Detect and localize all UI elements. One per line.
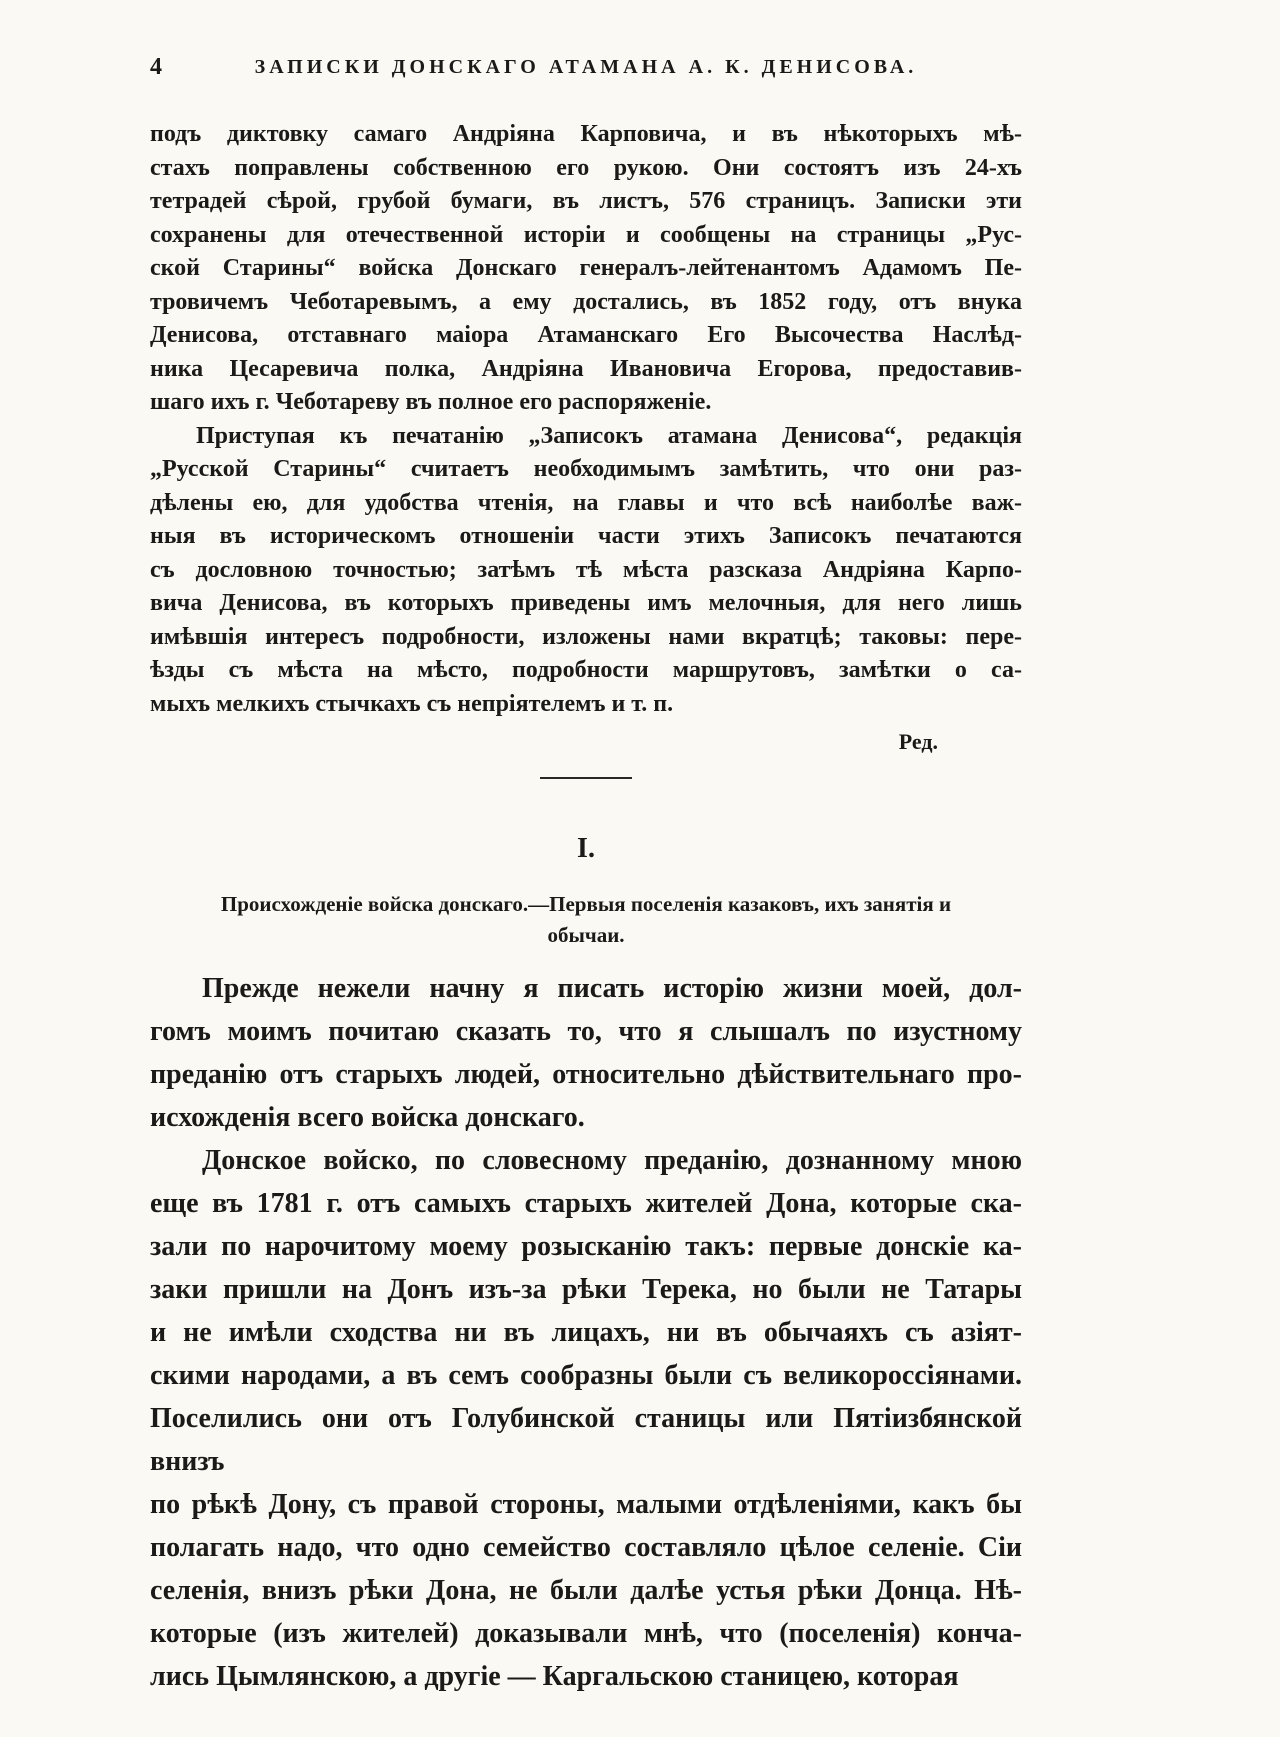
text-line: ѣзды съ мѣста на мѣсто, подробности маршрутовъ, замѣтки о са- [150, 657, 1022, 683]
text-line: зали по нарочитому моему розысканію такъ: первые донскіе ка- [150, 1231, 1022, 1262]
text-line: стахъ поправлены собственною его рукою. Они состоятъ изъ 24-хъ [150, 154, 1022, 181]
subtitle-line: Происхожденіе войска донскаго.—Первыя поселенія казаковъ, ихъ занятія и [220, 892, 952, 916]
text-line: преданію отъ старыхъ людей, относительно дѣйствительнаго про- [150, 1059, 1022, 1090]
text-line: заки пришли на Донъ изъ-за рѣки Терека, но были не Татары [150, 1274, 1022, 1305]
text-line: ныя въ историческомъ отношеніи части этихъ Записокъ печатаются [150, 523, 1022, 549]
paragraph [150, 420, 1022, 722]
text-line: полагать надо, что одно семейство составляло цѣлое селеніе. Сіи [150, 1532, 1022, 1563]
text-line: селенія, внизъ рѣки Дона, не были далѣе устья рѣки Донца. Нѣ- [150, 1575, 1022, 1606]
text-line: Поселились они отъ Голубинской станицы или Пятіизбянской внизъ [150, 1403, 1022, 1477]
paragraph [150, 1139, 1022, 1698]
text-line: ской Старины“ войска Донскаго генералъ-лейтенантомъ Адамомъ Пе- [150, 255, 1022, 281]
chapter-number: I. [577, 833, 595, 864]
running-title: ЗАПИСКИ ДОНСКАГО АТАМАНА А. К. ДЕНИСОВА. [254, 56, 918, 78]
editor-signature: Ред. [898, 729, 938, 754]
text-line: лись Цымлянскою, а другіе — Каргальскою станицею, которая [150, 1661, 959, 1692]
page-header [150, 0, 1022, 90]
text-line: имѣвшія интересъ подробности, изложены нами вкратцѣ; таковы: пере- [150, 623, 1022, 650]
text-line: тровичемъ Чеботаревымъ, а ему достались, въ 1852 году, отъ внука [150, 288, 1022, 315]
text-line: Донское войско, по словесному преданію, дознанному мною [202, 1145, 1022, 1176]
text-line: Прежде нежели начну я писать исторію жизни моей, дол- [202, 973, 1022, 1004]
chapter-subtitle [150, 889, 1022, 951]
text-line: исхожденія всего войска донскаго. [150, 1102, 585, 1133]
text-line: дѣлены ею, для удобства чтенія, на главы и что всѣ наиболѣе важ- [150, 489, 1022, 516]
text-line: подъ диктовку самаго Андріяна Карповича, и въ нѣкоторыхъ мѣ- [150, 121, 1022, 147]
page-number: 4 [150, 54, 162, 80]
editorial-note [150, 118, 1022, 721]
section-divider [540, 777, 632, 779]
subtitle-line: обычаи. [547, 923, 625, 947]
text-line: тетрадей сѣрой, грубой бумаги, въ листъ, 576 страницъ. Записки эти [150, 188, 1022, 214]
text-line: „Русской Старины“ считаетъ необходимымъ замѣтить, что они раз- [150, 456, 1022, 482]
text-line: Приступая къ печатанію „Записокъ атамана Денисова“, редакція [196, 422, 1022, 449]
text-line: шаго ихъ г. Чеботареву въ полное его распоряженіе. [150, 389, 712, 415]
text-line: гомъ моимъ почитаю сказать то, что я слышалъ по изустному [150, 1016, 1022, 1047]
text-line: Денисова, отставнаго маіора Атаманскаго Его Высочества Наслѣд- [150, 322, 1022, 348]
text-column [150, 0, 1022, 1698]
chapter-body [150, 967, 1022, 1698]
text-line: по рѣкѣ Дону, съ правой стороны, малыми отдѣленіями, какъ бы [150, 1489, 1022, 1520]
text-line: и не имѣли сходства ни въ лицахъ, ни въ обычаяхъ съ азіят- [150, 1317, 1022, 1348]
text-line: еще въ 1781 г. отъ самыхъ старыхъ жителей Дона, которые ска- [150, 1188, 1022, 1219]
text-line: сохранены для отечественной исторіи и сообщены на страницы „Рус- [150, 221, 1022, 248]
paragraph [150, 118, 1022, 420]
text-line: съ дословною точностью; затѣмъ тѣ мѣста разсказа Андріяна Карпо- [150, 556, 1022, 583]
text-line: вича Денисова, въ которыхъ приведены имъ мелочныя, для него лишь [150, 590, 1022, 616]
paragraph [150, 967, 1022, 1139]
text-line: мыхъ мелкихъ стычкахъ съ непріятелемъ и т. п. [150, 690, 674, 717]
text-line: ника Цесаревича полка, Андріяна Ивановича Егорова, предоставив- [150, 355, 1022, 382]
text-line: скими народами, а въ семъ сообразны были съ великороссіянами. [150, 1360, 1022, 1391]
text-line: которые (изъ жителей) доказывали мнѣ, что (поселенія) конча- [150, 1618, 1022, 1649]
